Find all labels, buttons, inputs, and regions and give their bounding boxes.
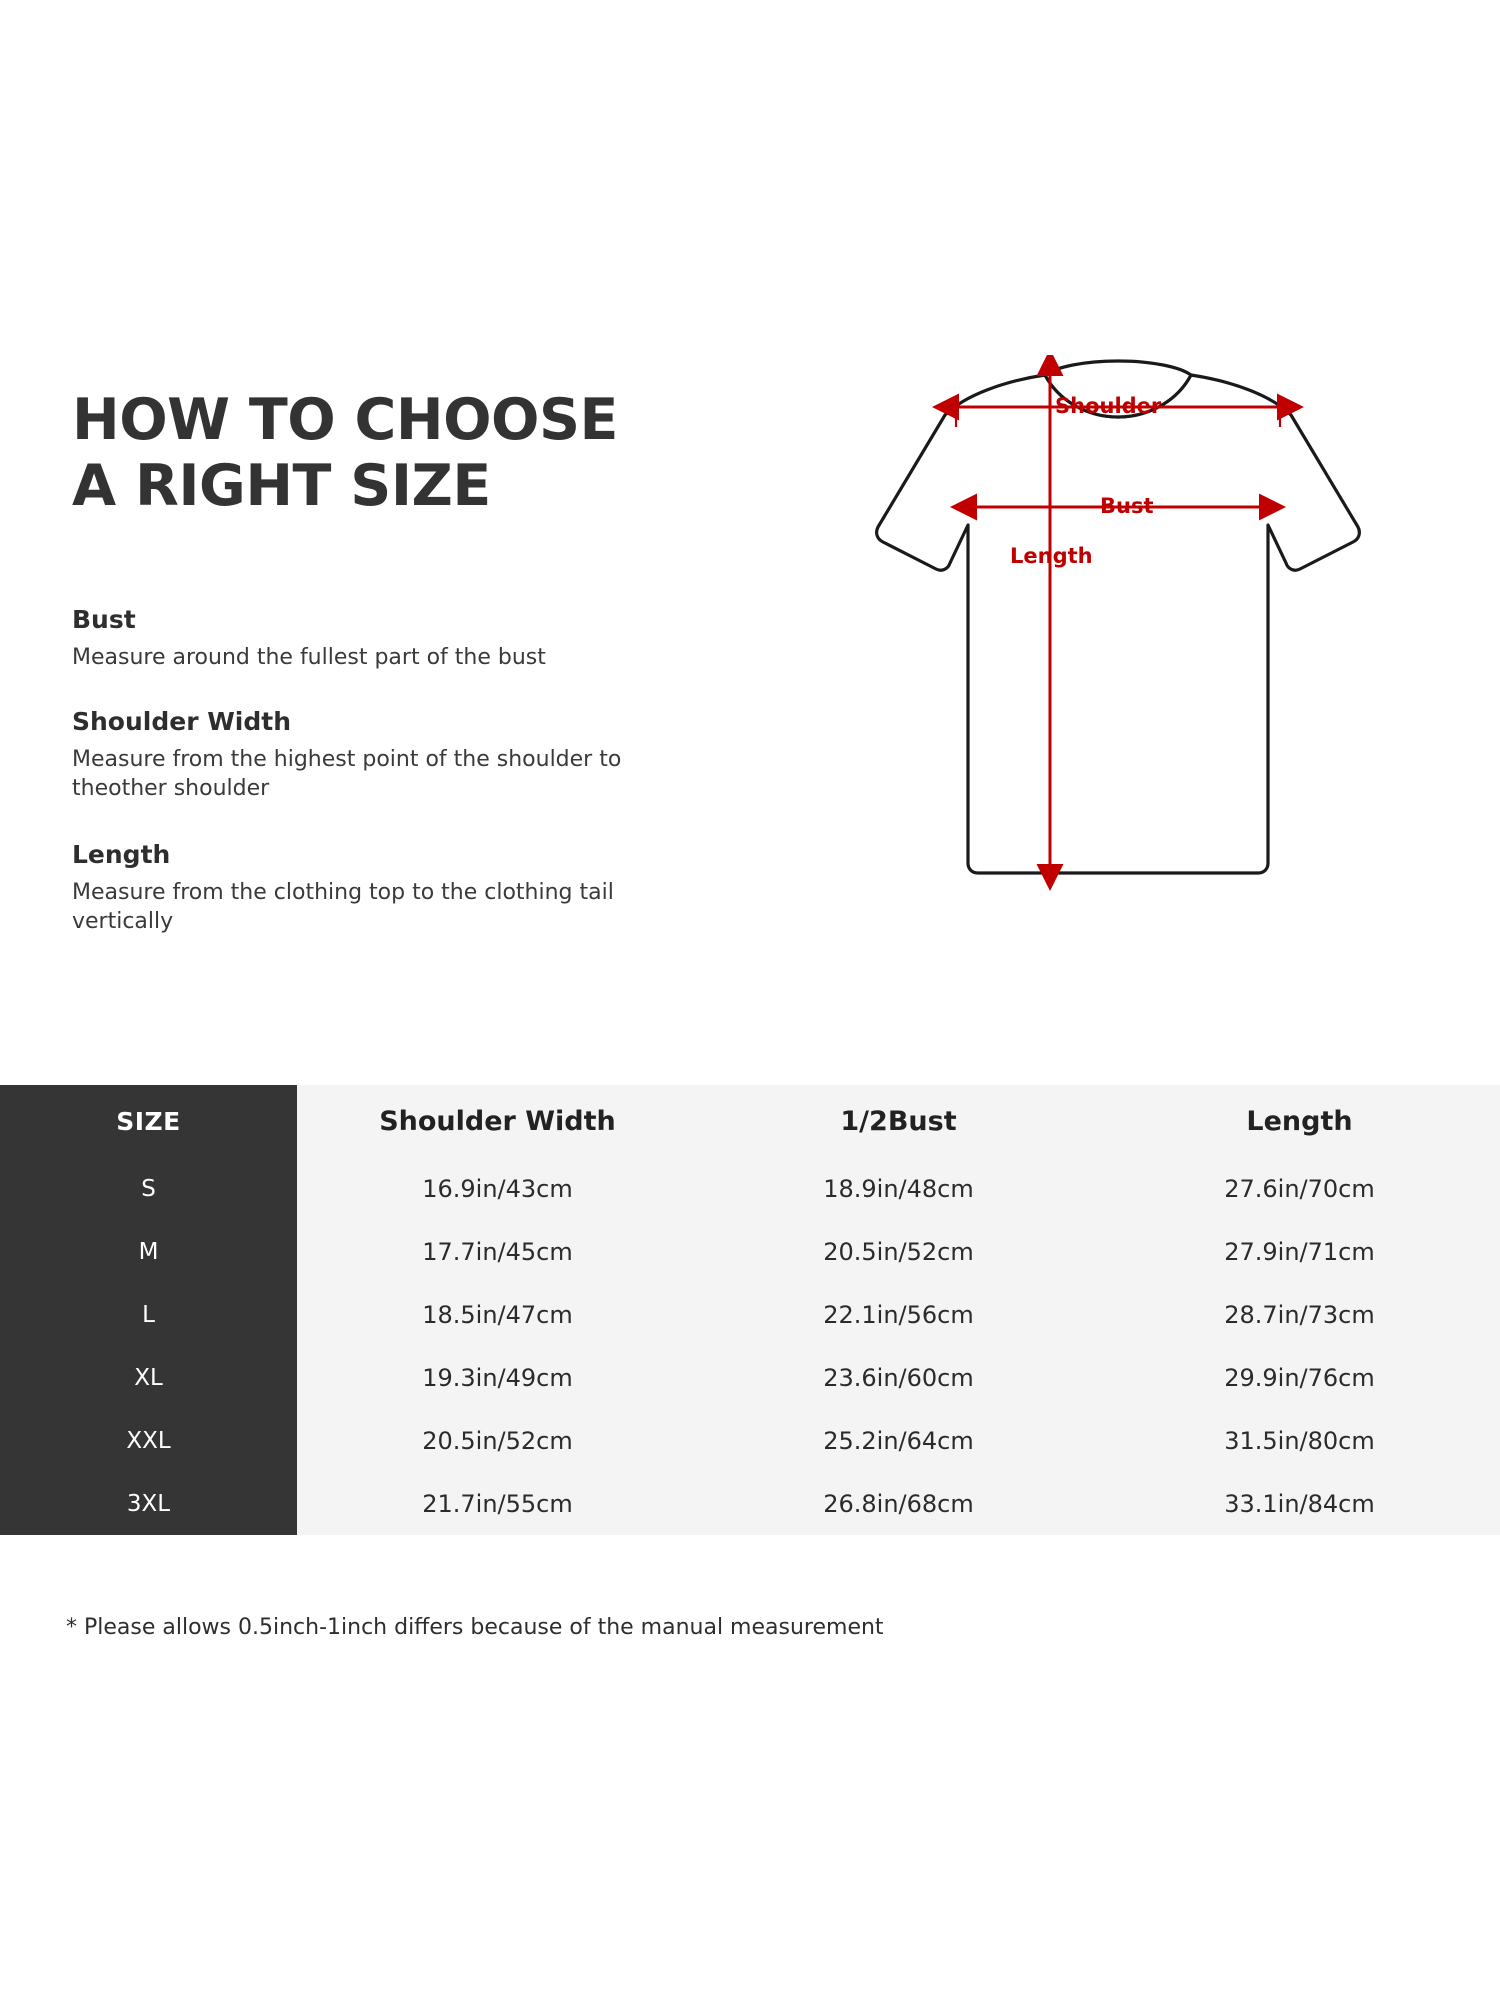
cell-half-bust: 26.8in/68cm — [698, 1472, 1099, 1535]
measurement-shoulder-width-desc: Measure from the highest point of the shoulder to theother shoulder — [72, 747, 622, 802]
measurement-length-desc: Measure from the clothing top to the clothing tail vertically — [72, 880, 614, 935]
header-length: Length — [1099, 1085, 1500, 1157]
table-row — [0, 1409, 1500, 1472]
cell-size: M — [0, 1220, 297, 1283]
cell-shoulder-width: 19.3in/49cm — [297, 1346, 698, 1409]
measurement-footnote: * Please allows 0.5inch-1inch differs because of the manual measurement — [66, 1615, 884, 1640]
length-label: Length — [1010, 544, 1093, 568]
measurement-length-title: Length — [72, 840, 171, 869]
cell-half-bust: 18.9in/48cm — [698, 1157, 1099, 1220]
measurement-bust-desc: Measure around the fullest part of the bust — [72, 645, 546, 670]
cell-shoulder-width: 21.7in/55cm — [297, 1472, 698, 1535]
header-half-bust: 1/2Bust — [698, 1085, 1099, 1157]
measurement-shoulder-width-title: Shoulder Width — [72, 707, 292, 736]
cell-shoulder-width: 16.9in/43cm — [297, 1157, 698, 1220]
measurement-bust-title: Bust — [72, 605, 136, 634]
cell-length: 33.1in/84cm — [1099, 1472, 1500, 1535]
table-row — [0, 1157, 1500, 1220]
table-row — [0, 1283, 1500, 1346]
cell-size: S — [0, 1157, 297, 1220]
cell-shoulder-width: 20.5in/52cm — [297, 1409, 698, 1472]
cell-half-bust: 22.1in/56cm — [698, 1283, 1099, 1346]
measurement-shoulder-width — [72, 707, 672, 803]
cell-half-bust: 25.2in/64cm — [698, 1409, 1099, 1472]
table-row — [0, 1346, 1500, 1409]
cell-half-bust: 20.5in/52cm — [698, 1220, 1099, 1283]
page-title-line-1: HOW TO CHOOSE — [72, 387, 618, 453]
table-row — [0, 1472, 1500, 1535]
shoulder-label: Shoulder — [1055, 394, 1162, 418]
size-chart-table — [0, 1085, 1500, 1535]
page-title-line-2: A RIGHT SIZE — [72, 452, 491, 519]
cell-length: 28.7in/73cm — [1099, 1283, 1500, 1346]
cell-length: 31.5in/80cm — [1099, 1409, 1500, 1472]
cell-size: XXL — [0, 1409, 297, 1472]
top-section — [0, 355, 1500, 1055]
cell-length: 27.9in/71cm — [1099, 1220, 1500, 1283]
bust-label: Bust — [1100, 494, 1154, 518]
cell-size: L — [0, 1283, 297, 1346]
table-row — [0, 1220, 1500, 1283]
header-size: SIZE — [0, 1085, 297, 1157]
tshirt-diagram — [760, 355, 1400, 1015]
tshirt-outline-shape — [877, 361, 1360, 873]
measurement-bust — [72, 605, 672, 672]
cell-shoulder-width: 18.5in/47cm — [297, 1283, 698, 1346]
cell-half-bust: 23.6in/60cm — [698, 1346, 1099, 1409]
table-header-row — [0, 1085, 1500, 1157]
size-chart-header — [0, 1085, 1500, 1157]
cell-shoulder-width: 17.7in/45cm — [297, 1220, 698, 1283]
page-title — [72, 388, 712, 519]
header-shoulder-width: Shoulder Width — [297, 1085, 698, 1157]
measurement-length — [72, 840, 672, 936]
cell-size: 3XL — [0, 1472, 297, 1535]
cell-length: 27.6in/70cm — [1099, 1157, 1500, 1220]
size-chart-body — [0, 1157, 1500, 1535]
cell-size: XL — [0, 1346, 297, 1409]
cell-length: 29.9in/76cm — [1099, 1346, 1500, 1409]
